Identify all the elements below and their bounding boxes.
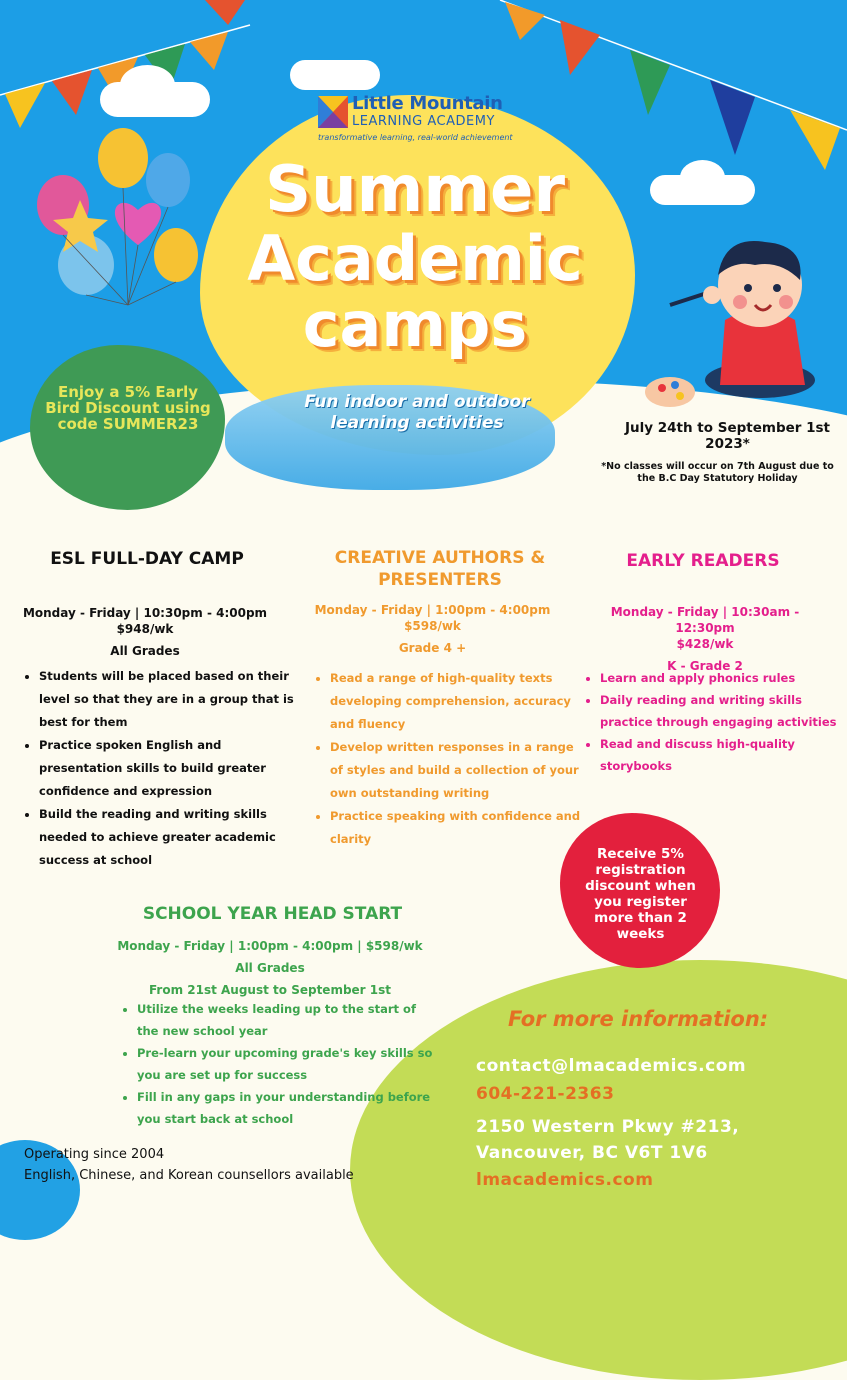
brand-subname: LEARNING ACADEMY: [352, 114, 495, 129]
creative-bullet-list: [313, 667, 590, 851]
list-item: • Utilize the weeks leading up to the start of the new school year: [137, 998, 437, 1042]
list-item: • Fill in any gaps in your understanding before you start back at school: [137, 1086, 437, 1130]
address-line: 2150 Western Pkwy #213,: [476, 1117, 740, 1137]
registration-promo: Receive 5% registration discount when you register more than 2 weeks: [585, 846, 696, 942]
grades-text: Grade 4 +: [398, 641, 467, 655]
list-item: • Practice speaking with confidence and clarity: [330, 805, 590, 851]
schedule-text: Monday - Friday | 1:00pm - 4:00pm | $598/wk: [117, 939, 423, 953]
grades-text: All Grades: [110, 644, 180, 658]
early-readers-meta: [580, 604, 830, 674]
early-readers-bullet-list: [583, 667, 847, 777]
contact-email-link[interactable]: contact@lmacademics.com: [476, 1056, 747, 1076]
cloud-icon: [120, 65, 175, 105]
contact-address: [476, 1114, 739, 1166]
title-line: Academic: [247, 222, 583, 295]
creative-camp-meta: [300, 602, 565, 656]
grades-text: All Grades: [235, 961, 305, 975]
list-item: • Pre-learn your upcoming grade's key skills so you are set up for success: [137, 1042, 437, 1086]
period-text: From 21st August to September 1st: [148, 983, 391, 997]
early-readers-title: EARLY READERS: [626, 551, 780, 571]
price-text: $948/wk: [116, 622, 174, 636]
list-item: • Develop written responses in a range of styles and build a collection of your own outstanding writing: [330, 736, 590, 805]
head-start-bullet-list: [120, 998, 437, 1130]
head-start-title: SCHOOL YEAR HEAD START: [142, 904, 403, 924]
brand-name: Little Mountain: [352, 93, 503, 114]
esl-bullet-list: [22, 665, 299, 872]
holiday-note: *No classes will occur on 7th August due to the B.C Day Statutory Holiday: [601, 461, 834, 484]
list-item: • Build the reading and writing skills needed to achieve greater academic success at school: [39, 803, 299, 872]
title-line: Summer: [265, 153, 565, 227]
list-item: • Daily reading and writing skills practice through engaging activities: [600, 689, 847, 733]
cloud-icon: [680, 160, 725, 195]
price-text: $598/wk: [404, 619, 461, 633]
footer-line: English, Chinese, and Korean counsellors available: [24, 1168, 354, 1183]
child-painting-illustration: [630, 220, 845, 420]
list-item: • Learn and apply phonics rules: [600, 667, 847, 689]
creative-camp-title: CREATIVE AUTHORS & PRESENTERS: [334, 548, 546, 590]
camp-dates: July 24th to September 1st 2023*: [624, 420, 831, 452]
list-item: • Read and discuss high-quality storybooks: [600, 733, 847, 777]
schedule-text: Monday - Friday | 1:00pm - 4:00pm: [314, 603, 551, 617]
balloons-illustration: [28, 120, 203, 310]
academy-logo: [318, 96, 348, 128]
grades-text: K - Grade 2: [667, 659, 743, 673]
esl-camp-meta: [15, 605, 275, 659]
title-line: camps: [302, 288, 528, 361]
list-item: • Practice spoken English and presentation skills to build greater confidence and expression: [39, 734, 299, 803]
esl-camp-title: ESL FULL-DAY CAMP: [50, 549, 244, 569]
page-title: [205, 153, 625, 361]
early-bird-promo: Enjoy a 5% Early Bird Discount using code SUMMER23: [45, 383, 211, 433]
list-item: • Students will be placed based on their level so that they are in a group that is best for them: [39, 665, 299, 734]
schedule-text: Monday - Friday | 10:30am - 12:30pm: [610, 605, 800, 635]
footer-note: [24, 1144, 384, 1186]
list-item: • Read a range of high-quality texts developing comprehension, accuracy and fluency: [330, 667, 590, 736]
cloud-icon: [290, 60, 380, 90]
schedule-text: Monday - Friday | 10:30pm - 4:00pm: [22, 606, 268, 620]
hero-subtitle: Fun indoor and outdoor learning activities: [304, 392, 530, 433]
footer-line: Operating since 2004: [24, 1147, 165, 1162]
contact-phone-link[interactable]: 604-221-2363: [476, 1084, 615, 1104]
brand-tagline: transformative learning, real-world achievement: [318, 133, 513, 142]
website-link[interactable]: lmacademics.com: [476, 1170, 654, 1190]
contact-heading: For more information:: [508, 1007, 769, 1031]
price-text: $428/wk: [676, 637, 734, 651]
address-line: Vancouver, BC V6T 1V6: [476, 1143, 708, 1163]
head-start-meta: [105, 935, 435, 1001]
